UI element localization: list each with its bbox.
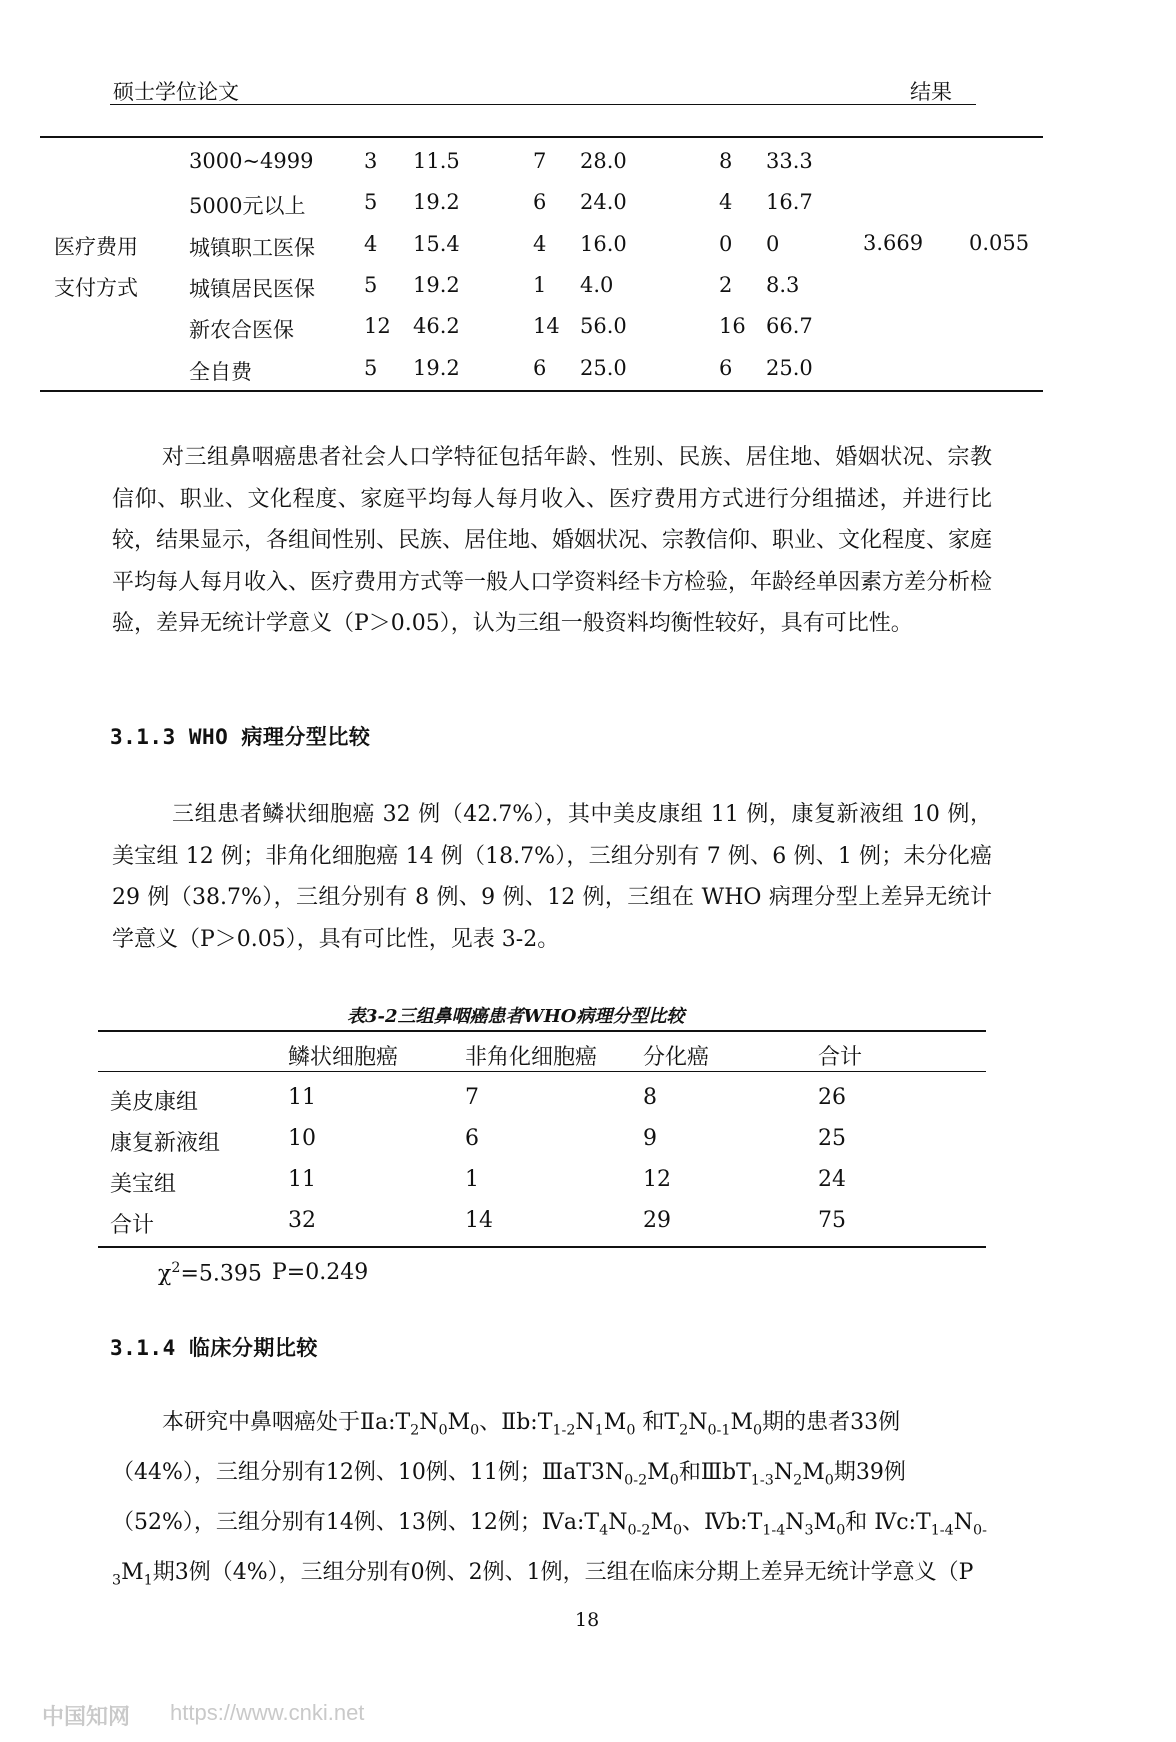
table2-column-header: 非角化细胞癌 (465, 1045, 598, 1070)
cnki-logo: 中国知网 (42, 1704, 131, 1729)
table1-cell-p1: 46.2 (413, 314, 460, 339)
chi-superscript: 2 (171, 1260, 181, 1276)
table1-group-label: 医疗费用 (54, 235, 138, 259)
table1-p: 0.055 (969, 231, 1030, 255)
subscript: 0 (673, 1522, 683, 1539)
table1-cell-n3: 0 (719, 231, 733, 256)
table1-cell-n2: 1 (533, 272, 547, 297)
header-rule (110, 104, 976, 105)
table1-cell-n1: 4 (364, 231, 378, 256)
text-run: N (419, 1410, 439, 1435)
table2-cell: 1 (465, 1167, 479, 1192)
subscript: 0-2 (627, 1522, 651, 1539)
subscript: 2 (793, 1472, 803, 1489)
text-run: M (647, 1459, 670, 1485)
subscript: 0 (669, 1472, 679, 1489)
subscript: 1-2 (552, 1422, 576, 1439)
table1-cell-p3: 25.0 (766, 355, 813, 380)
table1-cell-cat: 城镇居民医保 (189, 276, 315, 301)
subscript: 0 (626, 1422, 636, 1439)
table1-cell-p2: 16.0 (580, 231, 627, 256)
subscript: 0 (824, 1472, 834, 1489)
table2-column-header: 分化癌 (643, 1045, 710, 1070)
section-heading: 3.1.4 临床分期比较 (110, 1336, 318, 1360)
body-paragraph (112, 1402, 992, 1602)
table1-cell-p1: 15.4 (413, 231, 460, 256)
subscript: 2 (410, 1422, 420, 1439)
table1-chi2: 3.669 (863, 231, 924, 255)
text-run: N (953, 1509, 973, 1535)
table2-top-rule (98, 1030, 986, 1032)
table1-cell-n2: 7 (533, 149, 547, 173)
subscript: 1-4 (930, 1522, 954, 1539)
table2-cell: 10 (288, 1126, 316, 1151)
subscript: 0-2 (624, 1472, 648, 1489)
table2-row-label: 合计 (110, 1213, 155, 1238)
table2-cell: 12 (643, 1167, 671, 1192)
table1-cell-p1: 19.2 (413, 190, 460, 215)
table2-cell: 8 (643, 1085, 657, 1110)
table1-cell-p2: 24.0 (580, 190, 627, 215)
subscript: 2 (679, 1422, 689, 1439)
table1-cell-n3: 2 (719, 272, 733, 297)
running-header-left: 硕士学位论文 (113, 80, 239, 104)
text-run: 、Ⅳb:T (682, 1509, 763, 1535)
text-run: N (575, 1410, 595, 1435)
table1-cell-n1: 5 (364, 190, 378, 215)
chi-symbol: χ (158, 1261, 172, 1287)
subscript: 1 (143, 1572, 153, 1589)
page-number: 18 (575, 1609, 600, 1631)
table1-cell-p3: 8.3 (766, 272, 800, 297)
subscript: 0 (438, 1422, 448, 1439)
text-run: 期3例（4%），三组分别有0例、2例、1例，三组在临床分期上差异无统计学意义（P (152, 1559, 974, 1585)
table1-cell-n2: 6 (533, 355, 547, 380)
subscript: 3 (804, 1522, 814, 1539)
table1-top-rule (40, 136, 1043, 138)
table1-cell-n1: 3 (364, 149, 378, 173)
table1-cell-n3: 6 (719, 355, 733, 380)
text-run: N (785, 1509, 805, 1535)
text-run: M (730, 1410, 754, 1435)
running-header-right: 结果 (910, 80, 952, 104)
table1-cell-p2: 56.0 (580, 314, 627, 339)
table2-column-header: 鳞状细胞癌 (288, 1045, 399, 1070)
table2-cell: 29 (643, 1208, 671, 1233)
table2-cell: 24 (818, 1167, 846, 1192)
subscript: 1 (594, 1422, 604, 1439)
table2-header-rule (98, 1071, 986, 1072)
table1-cell-cat: 5000元以上 (189, 194, 306, 219)
body-paragraph: 三组患者鳞状细胞癌 32 例（42.7%），其中美皮康组 11 例，康复新液组 10 例，美宝组 12 例；非角化细胞癌 14 例（18.7%），三组分别有 7 例、6 例、1 例；未分化癌 29 例（38.7%），三组分别有 8 例、9 例、12 例，三组在 WHO 病理分型上差异无统计学意义（P＞0.05），具有可比性，见表 3-2。 (112, 802, 992, 952)
table1-cell-p1: 19.2 (413, 355, 460, 380)
text-run: N (773, 1459, 794, 1485)
text-run: 和 Ⅳc:T (845, 1509, 931, 1535)
table1-cell-n2: 14 (533, 314, 560, 339)
text-run: 和ⅢbT (678, 1459, 751, 1485)
table1-cell-n3: 4 (719, 190, 733, 215)
text-run: M (813, 1509, 837, 1535)
cnki-url: https://www.cnki.net (170, 1700, 365, 1725)
subscript: 0 (470, 1422, 480, 1439)
subscript: 1-3 (750, 1472, 774, 1489)
text-run: N (608, 1509, 628, 1535)
table1-cell-p3: 0 (766, 231, 780, 256)
subscript: 0 (836, 1522, 846, 1539)
table1-cell-cat: 新农合医保 (189, 318, 294, 343)
table2-row-label: 美皮康组 (110, 1090, 199, 1115)
table2-cell: 75 (818, 1208, 846, 1233)
table2-cell: 9 (643, 1126, 657, 1151)
body-paragraph: 对三组鼻咽癌患者社会人口学特征包括年龄、性别、民族、居住地、婚姻状况、宗教信仰、职业、文化程度、家庭平均每人每月收入、医疗费用方式进行分组描述，并进行比较，结果显示，各组间性别、民族、居住地、婚姻状况、宗教信仰、职业、文化程度、家庭平均每人每月收入、医疗费用方式等一般人口学资料经卡方检验，年龄经单因素方差分析检验，差异无统计学意义（P＞0.05），认为三组一般资料均衡性较好，具有可比性。 (112, 445, 993, 636)
table1-cell-cat: 3000~4999 (189, 149, 314, 173)
table1-cell-n1: 12 (364, 314, 391, 339)
subscript: 1-4 (762, 1522, 786, 1539)
table2-cell: 25 (818, 1126, 846, 1151)
table1-cell-n1: 5 (364, 355, 378, 380)
table2-chi-stat (158, 1260, 262, 1286)
table2-cell: 32 (288, 1208, 316, 1233)
text-run: 本研究中鼻咽癌处于Ⅱa:T (162, 1410, 411, 1435)
table-caption: 表3-2三组鼻咽癌患者WHO病理分型比较 (347, 1006, 685, 1027)
subscript: 0 (753, 1422, 763, 1439)
table1-cell-p2: 25.0 (580, 355, 627, 380)
chi-value: =5.395 (180, 1261, 262, 1287)
table2-row-label: 美宝组 (110, 1172, 177, 1197)
table1-cell-p3: 16.7 (766, 190, 813, 215)
text-run: 期的患者33例（44%），三组分别有12例、10例、11例；ⅢaT3N (112, 1410, 901, 1485)
table1-cell-cat: 城镇职工医保 (189, 235, 315, 260)
text-run: M (447, 1410, 471, 1435)
table1-bottom-rule (40, 390, 1043, 392)
table1-group-label: 支付方式 (54, 276, 138, 300)
section-heading: 3.1.3 WHO 病理分型比较 (110, 725, 371, 749)
table1-cell-p2: 28.0 (580, 149, 627, 173)
subscript: 4 (599, 1522, 609, 1539)
subscript: 0-3 (112, 1522, 987, 1589)
table2-column-header: 合计 (818, 1045, 863, 1070)
table1-cell-p2: 4.0 (580, 272, 614, 297)
table2-cell: 11 (288, 1167, 316, 1192)
table2-cell: 14 (465, 1208, 493, 1233)
table1-cell-n2: 6 (533, 190, 547, 215)
table1-cell-cat: 全自费 (189, 359, 252, 384)
table1-cell-p3: 33.3 (766, 149, 813, 173)
text-run: 期39例（52%），三组分别有14例、13例、12例；Ⅳa:T (112, 1459, 906, 1535)
text-run: M (121, 1559, 144, 1585)
text-run: 和T (635, 1410, 680, 1435)
subscript: 0-1 (707, 1422, 731, 1439)
text-run: M (802, 1459, 825, 1485)
text-run: N (688, 1410, 708, 1435)
table1-cell-n3: 8 (719, 149, 733, 173)
table1-cell-p3: 66.7 (766, 314, 813, 339)
table1-cell-n2: 4 (533, 231, 547, 256)
table2-p-value: P=0.249 (272, 1260, 369, 1285)
table2-bottom-rule (98, 1246, 986, 1248)
text-run: M (650, 1509, 673, 1535)
table1-cell-n1: 5 (364, 272, 378, 297)
table1-cell-n3: 16 (719, 314, 746, 339)
table2-row-label: 康复新液组 (110, 1131, 221, 1156)
table2-cell: 11 (288, 1085, 316, 1110)
table1-cell-p1: 19.2 (413, 272, 460, 297)
table2-cell: 26 (818, 1085, 846, 1110)
text-run: M (603, 1410, 627, 1435)
text-run: 、Ⅱb:T (479, 1410, 553, 1435)
table2-cell: 7 (465, 1085, 479, 1110)
table2-cell: 6 (465, 1126, 479, 1151)
table1-cell-p1: 11.5 (413, 149, 460, 173)
